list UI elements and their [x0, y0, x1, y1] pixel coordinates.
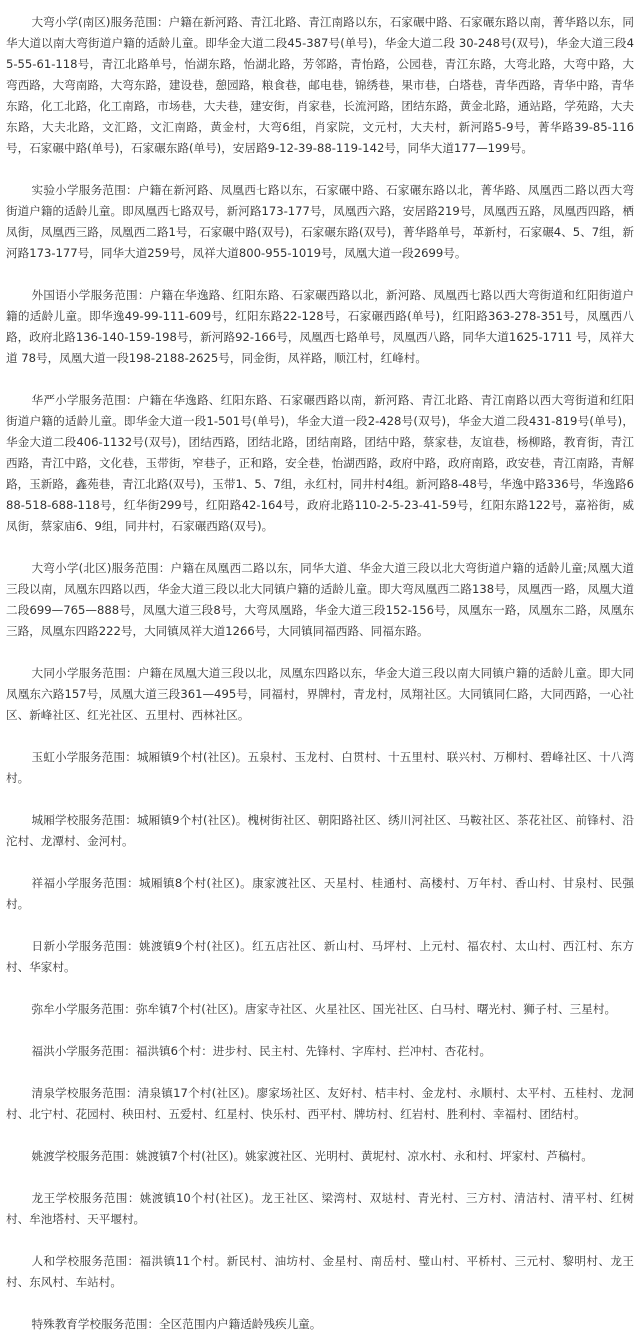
- paragraph-fuhong: 福洪小学服务范围：福洪镇6个村：进步村、民主村、先锋村、字库村、拦冲村、杏花村。: [31, 1044, 492, 1058]
- paragraph-rixin: 日新小学服务范围：姚渡镇9个村(社区)。红五店社区、新山村、马坪村、上元村、福农村、太山村、西江村、东方村、华家村。: [6, 939, 634, 974]
- paragraph-dawan-north: 大弯小学(北区)服务范围：户籍在凤凰西二路以东，同华大道、华金大道三段以北大弯街道户籍的适龄儿童;凤凰大道三段以南，凤凰东四路以西，华金大道三段以北大同镇户籍的适龄儿童。即大弯凤凰西二路138号，凤凰西一路，凤凰大道二段699—765—888号，凤凰大道三段8号，大弯凤凰路，华金大道三段152-156号，凤凰东一路，凤凰东二路，凤凰东三路，凤凰东四路222号，大同镇凤祥大道1266号，大同镇同福西路、同福东路。: [6, 561, 634, 638]
- paragraph-chengxiang: 城厢学校服务范围：城厢镇9个村(社区)。槐树街社区、朝阳路社区、绣川河社区、马鞍社区、茶花社区、前锋村、沿沱村、龙潭村、金河村。: [6, 813, 634, 848]
- paragraph-dawan-south: 大弯小学(南区)服务范围：户籍在新河路、青江北路、青江南路以东，石家碾中路、石家碾东路以南，菁华路以东，同华大道以南大弯街道户籍的适龄儿童。即华金大道二段45-387号(单号)，华金大道二段 30-248号(双号)，华金大道三段45-55-61-118号，青江北路单号，怡湖东路，怡湖北路，芳邻路，青怡路，公园巷，青江东路，大弯北路，大弯中路，大弯西路，大弯南路，大弯东路，建设巷，憩园路，粮食巷，邮电巷，锦绣巷，果市巷，白塔巷，青华西路，青华中路，青华东路，化工北路，化工南路，市场巷，大夫巷，建安街，肖家巷，长流河路，团结东路，黄金北路，通站路，学苑路，大夫东路，大夫北路，文汇路，文汇南路，黄金村，大弯6组，肖家院，文元村，大夫村，新河路5-9号，菁华路39-85-116号，石家碾中路(单号)，石家碾东路(单号)，安居路9-12-39-88-119-142号，同华大道177—199号。: [6, 15, 634, 155]
- paragraph-datong: 大同小学服务范围：户籍在凤凰大道三段以北，凤凰东四路以东，华金大道三段以南大同镇户籍的适龄儿童。即大同凤凰东六路157号，凤凰大道三段361—495号，同福村，界牌村，青龙村，凤翔社区。大同镇同仁路，大同西路，一心社区、新峰社区、红光社区、五里村、西林社区。: [6, 666, 634, 722]
- paragraph-xiangfu: 祥福小学服务范围：城厢镇8个村(社区)。康家渡社区、天星村、桂通村、高楼村、万年村、香山村、甘泉村、民强村。: [6, 876, 634, 911]
- paragraph-longwang: 龙王学校服务范围：姚渡镇10个村(社区)。龙王社区、梁湾村、双垯村、青光村、三方村、清洁村、清平村、红树村、牟池塔村、天平堰村。: [6, 1191, 634, 1226]
- paragraph-waiguoyu: 外国语小学服务范围：户籍在华逸路、红阳东路、石家碾西路以北，新河路、凤凰西七路以西大弯街道和红阳街道户籍的适龄儿童。即华逸49-99-111-609号，红阳东路22-128号，石家碾西路(单号)，红阳路363-278-351号，凤凰西八路，政府北路136-140-159-198号，新河路92-166号，凤凰西七路单号，凤凰西八路，同华大道1625-1711 号，凤祥大道 78号，凤凰大道一段198-2188-2625号，同金街，凤祥路，顺江村，红峰村。: [6, 288, 634, 365]
- paragraph-yuhong: 玉虹小学服务范围：城厢镇9个村(社区)。五泉村、玉龙村、白贯村、十五里村、联兴村、万柳村、碧峰社区、十八湾村。: [6, 750, 634, 785]
- paragraph-qingquan: 清泉学校服务范围：清泉镇17个村(社区)。廖家场社区、友好村、桔丰村、金龙村、永顺村、太平村、五桂村、龙洞村、北宁村、花园村、秧田村、五爱村、红星村、快乐村、西平村、牌坊村、红岩村、胜利村、幸福村、团结村。: [6, 1086, 634, 1121]
- paragraph-huayan: 华严小学服务范围：户籍在华逸路、红阳东路、石家碾西路以南，新河路、青江北路、青江南路以西大弯街道和红阳街道户籍的适龄儿童。即华金大道一段1-501号(单号)，华金大道一段2-428号(双号)，华金大道二段431-819号(单号)，华金大道二段406-1132号(双号)，团结西路，团结北路，团结南路，团结中路，蔡家巷，友谊巷，杨柳路，教育街，青江西路，青江中路，文化巷，玉带街，窄巷子，正和路，安全巷，怡湖西路，政府中路，政府南路，政安巷，青江南路，青解路，玉新路，鑫苑巷，青江北路(双号)，玉带1、5、7组，永红村，同井村4组。新河路8-48号，华逸中路336号，华逸路688-518-688-118号，红华街299号，红阳路42-164号，政府北路110-2-5-23-41-59号，红阳东路122号，嘉裕街，威凤街，蔡家庙6、9组，同井村，石家碾西路(双号)。: [6, 393, 634, 533]
- paragraph-yaodu: 姚渡学校服务范围：姚渡镇7个村(社区)。姚家渡社区、光明村、黄坭村、凉水村、永和村、坪家村、芦稿村。: [31, 1149, 593, 1163]
- paragraph-mimou: 弥牟小学服务范围：弥牟镇7个村(社区)。唐家寺社区、火星社区、国光社区、白马村、曙光村、狮子村、三星村。: [31, 1002, 617, 1016]
- paragraph-shiyan: 实验小学服务范围：户籍在新河路、凤凰西七路以东，石家碾中路、石家碾东路以北，菁华路、凤凰西二路以西大弯街道户籍的适龄儿童。即凤凰西七路双号，新河路173-177号，凤凰西六路，安居路219号，凤凰西五路，凤凰西四路，栖凤街，凤凰西三路，凤凰西二路1号，石家碾中路(双号)，石家碾东路(双号)，菁华路单号，革新村，石家碾4、5、7组，新河路173-177号，同华大道259号，凤祥大道800-955-1019号，凤凰大道一段2699号。: [6, 183, 634, 260]
- paragraph-special-education: 特殊教育学校服务范围：全区范围内户籍适龄残疾儿童。: [31, 1317, 322, 1331]
- paragraph-renhe: 人和学校服务范围：福洪镇11个村。新民村、油坊村、金星村、南岳村、璧山村、平桥村、三元村、黎明村、龙王村、东风村、车站村。: [6, 1254, 634, 1289]
